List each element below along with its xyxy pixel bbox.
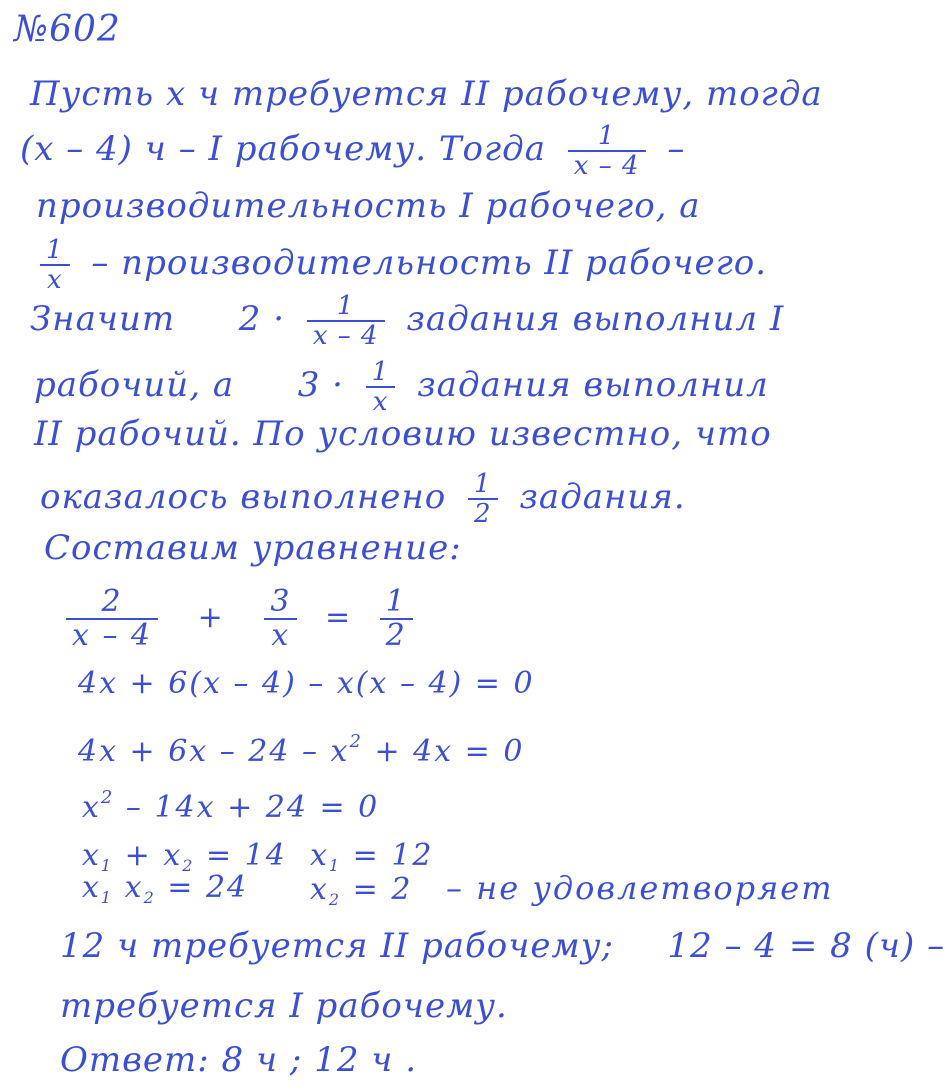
subscript: 2 — [143, 888, 156, 907]
conclusion-line-1-b: 12 – 4 = 8 (ч) – — [667, 926, 945, 966]
fraction-numerator: 1 — [385, 584, 407, 619]
plus-sign: + — [197, 600, 225, 635]
text-line-2 — [20, 122, 685, 180]
text-line-7: II рабочий. По условию известно, что — [34, 414, 772, 454]
text-line-4-text: – производительность II рабочего. — [91, 243, 768, 283]
fraction-denominator: x — [271, 618, 291, 653]
fraction-numerator: 3 — [270, 584, 292, 619]
exponent: 2 — [100, 787, 115, 808]
var: + x — [113, 838, 183, 873]
text-line-3: производительность I рабочего, а — [36, 186, 701, 226]
equation-3-part-a: 4x + 6x – 24 – x — [78, 734, 350, 769]
fraction-three-over-x — [264, 586, 297, 652]
conclusion-line-1 — [60, 926, 945, 966]
text-line-8-text: оказалось выполнено — [40, 477, 447, 517]
subscript: 1 — [328, 856, 342, 875]
fraction-denominator: 2 — [474, 499, 492, 529]
conclusion-line-2: требуется I рабочему. — [60, 986, 508, 1026]
equation-4-part-a: x — [82, 790, 101, 825]
subscript: 2 — [182, 856, 195, 875]
value: = 12 — [341, 838, 434, 873]
conclusion-line-1-a: 12 ч требуется II рабочему; — [60, 926, 614, 966]
fraction-denominator: x — [372, 387, 389, 417]
value: = 14 — [194, 838, 287, 873]
text-line-9: Составим уравнение: — [44, 528, 462, 568]
fraction-numerator: 1 — [336, 291, 355, 321]
var: x — [82, 870, 101, 905]
fraction-numerator: 1 — [597, 121, 616, 151]
text-line-8-tail: задания. — [519, 477, 686, 517]
fraction-one-over-x-minus-4 — [568, 122, 646, 180]
fraction-two-over-x-minus-4 — [66, 586, 158, 652]
text-line-8 — [40, 470, 686, 528]
exponent: 2 — [349, 731, 363, 752]
fraction-denominator: x – 4 — [573, 151, 640, 181]
var: x — [113, 870, 144, 905]
fraction-denominator: x — [46, 265, 63, 295]
coefficient-three: 3 · — [297, 365, 344, 405]
equals-sign: = — [324, 600, 353, 635]
equation-4-part-b: – 14x + 24 = 0 — [114, 790, 380, 825]
fraction-one-over-x-minus-4 — [307, 292, 385, 350]
fraction-denominator: x – 4 — [72, 618, 153, 653]
text-line-6-text: рабочий, а — [34, 365, 235, 405]
subscript: 1 — [100, 856, 114, 875]
fraction-numerator: 2 — [101, 584, 123, 619]
fraction-one-half-rhs — [380, 586, 413, 652]
equation-4 — [82, 778, 379, 828]
equation-1 — [66, 586, 423, 652]
equation-3-part-b: + 4x = 0 — [362, 734, 525, 769]
text-line-6 — [34, 358, 769, 416]
fraction-numerator: 1 — [371, 357, 390, 387]
vieta-product — [82, 868, 248, 918]
text-line-5-text: задания выполнил I — [406, 299, 785, 339]
intro-word: Значит — [30, 299, 176, 339]
text-line-1: Пусть x ч требуется II рабочему, тогда — [30, 74, 823, 114]
dash: – — [667, 129, 686, 169]
fraction-one-over-x — [366, 358, 396, 416]
equation-3 — [78, 722, 524, 772]
var: x — [310, 838, 329, 873]
fraction-one-over-x — [40, 236, 70, 294]
fraction-numerator: 1 — [474, 469, 492, 499]
root-2-note: – не удовлетворяет — [445, 869, 834, 907]
text-line-4 — [40, 236, 767, 294]
fraction-one-half — [468, 470, 498, 528]
text-line-5 — [30, 292, 784, 350]
var: x — [82, 838, 101, 873]
subscript: 1 — [100, 888, 114, 907]
answer-line: Ответ: 8 ч ; 12 ч . — [60, 1040, 418, 1080]
equation-2: 4x + 6(x – 4) – x(x – 4) = 0 — [78, 666, 535, 701]
problem-number: №602 — [14, 9, 121, 50]
root-2 — [310, 868, 834, 920]
fraction-denominator: x – 4 — [312, 321, 379, 351]
subscript: 2 — [328, 890, 342, 909]
value: = 2 — [341, 872, 413, 907]
text-line-2-text: (x – 4) ч – I рабочему. Тогда — [20, 129, 546, 169]
var: x — [310, 872, 329, 907]
text-line-6-tail: задания выполнил — [417, 365, 769, 405]
value: = 24 — [155, 870, 249, 905]
coefficient-two: 2 · — [238, 299, 286, 339]
fraction-denominator: 2 — [385, 618, 407, 653]
fraction-numerator: 1 — [46, 235, 64, 265]
